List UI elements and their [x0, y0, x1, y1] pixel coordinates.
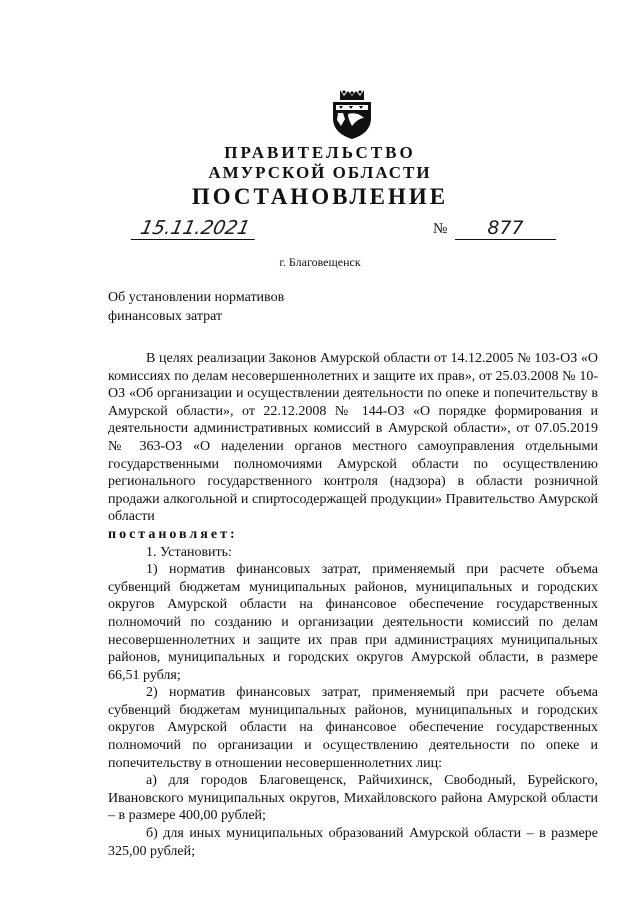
subject-line-2: финансовых затрат [108, 309, 223, 324]
preamble-paragraph: В целях реализации Законов Амурской области от 14.12.2005 № 103-ОЗ «О комиссиях по делам несовершеннолетних и защите их прав», от 25.03.2008 № 10-ОЗ «Об организации и осуществлении деятельности по опеке и попечительству в Амурской области», от 22.12.2008 № 144-ОЗ «О порядке формирования и деятельности административных комиссий в Амурской области», от 07.05.2019 № 363-ОЗ «О наделении органов местного самоуправления отдельными государственными полномочиями Амурской области по осуществлению регионального государственного контроля (надзора) в области розничной продажи алкогольной и спиртосодержащей продукции» Правительство Амурской области [108, 351, 598, 525]
subitem-2a: а) для городов Благовещенск, Райчихинск, Свободный, Бурейского, Ивановского муниципальных округов, Михайловского района Амурской области – в размере 400,00 рублей; [108, 773, 598, 824]
document-number: 877 [455, 218, 556, 240]
item-1: 1. Установить: [146, 544, 232, 560]
subitem-2: 2) норматив финансовых затрат, применяемый при расчете объема субвенций бюджетам муниципальных районов, муниципальных и городских округов Амурской области на финансовое обеспечение государственных полномочий по организации и осуществлению деятельности по опеке и попечительству в отношении несовершеннолетних лиц: [108, 685, 598, 771]
coat-of-arms-icon [330, 88, 374, 140]
subitem-1: 1) норматив финансовых затрат, применяемый при расчете объема субвенций бюджетам муниципальных районов, муниципальных и городских округов Амурской области на финансовое обеспечение государственных полномочий по созданию и организации деятельности комиссий по делам несовершеннолетних и защите их прав при администрациях муниципальных районов, муниципальных и городских округов Амурской области, в размере 66,51 рубля; [108, 562, 598, 683]
region-title: АМУРСКОЙ ОБЛАСТИ [208, 163, 432, 182]
document-date: 15.11.2021 [131, 218, 260, 240]
city-label: г. Благовещенск [279, 255, 361, 269]
number-label: № [433, 221, 448, 237]
document-subject [108, 288, 284, 326]
subitem-2b: б) для иных муниципальных образований Амурской области – в размере 325,00 рублей; [108, 826, 598, 859]
document-type-title: ПОСТАНОВЛЕНИЕ [191, 184, 449, 209]
resolves-label: постановляет: [108, 526, 238, 542]
document-body [108, 350, 598, 860]
government-title: ПРАВИТЕЛЬСТВО [224, 143, 416, 162]
subject-line-1: Об установлении нормативов [108, 290, 285, 305]
